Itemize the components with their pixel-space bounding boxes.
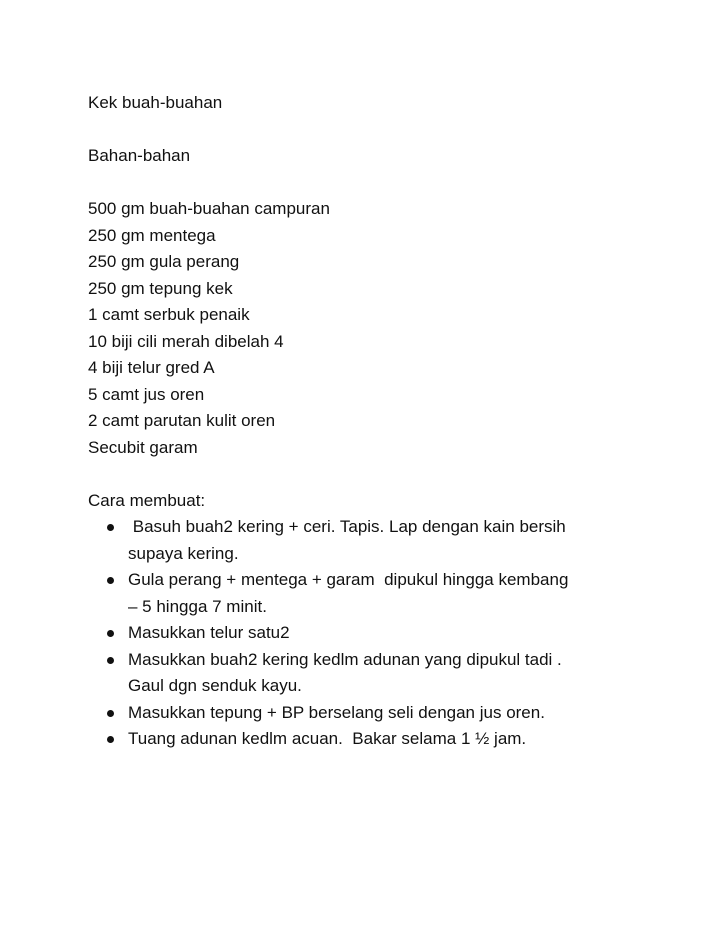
bullet-icon <box>107 736 114 743</box>
ingredient-item: 4 biji telur gred A <box>88 358 215 377</box>
bullet-icon <box>107 657 114 664</box>
method-step <box>88 514 688 567</box>
ingredient-item: 10 biji cili merah dibelah 4 <box>88 331 284 351</box>
method-step <box>88 620 688 647</box>
method-step-text: Gula perang + mentega + garam dipukul hingga kembang – 5 hingga 7 minit. <box>128 570 569 616</box>
recipe-title: Kek buah-buahan <box>88 93 223 112</box>
method-steps-list <box>88 514 688 753</box>
spacer <box>88 117 688 144</box>
method-step <box>88 700 688 727</box>
ingredient-item: 250 gm tepung kek <box>88 278 233 298</box>
method-step-text: Masukkan buah2 kering kedlm adunan yang dipukul tadi . Gaul dgn senduk kayu. <box>128 649 562 695</box>
method-heading: Cara membuat: <box>88 490 206 510</box>
bullet-icon <box>107 710 114 717</box>
ingredients-heading: Bahan-bahan <box>88 146 191 165</box>
method-step <box>88 567 688 620</box>
ingredient-item: Secubit garam <box>88 437 198 457</box>
ingredient-item: 250 gm gula perang <box>88 252 240 271</box>
document-page <box>88 90 688 753</box>
method-step-text: Basuh buah2 kering + ceri. Tapis. Lap dengan kain bersih supaya kering. <box>128 517 566 563</box>
ingredient-item: 250 gm mentega <box>88 225 216 245</box>
bullet-icon <box>107 524 114 531</box>
method-step-text: Tuang adunan kedlm acuan. Bakar selama 1 ½ jam. <box>128 729 527 748</box>
method-step <box>88 726 688 753</box>
ingredient-item: 2 camt parutan kulit oren <box>88 411 276 430</box>
spacer <box>88 170 688 197</box>
bullet-icon <box>107 577 114 584</box>
method-step-text: Masukkan tepung + BP berselang seli dengan jus oren. <box>128 702 545 722</box>
spacer <box>88 461 688 488</box>
bullet-icon <box>107 630 114 637</box>
ingredients-list <box>88 196 688 461</box>
ingredient-item: 5 camt jus oren <box>88 384 205 404</box>
method-step <box>88 647 688 700</box>
ingredient-item: 500 gm buah-buahan campuran <box>88 199 330 218</box>
method-step-text: Masukkan telur satu2 <box>128 623 290 642</box>
ingredient-item: 1 camt serbuk penaik <box>88 305 250 324</box>
